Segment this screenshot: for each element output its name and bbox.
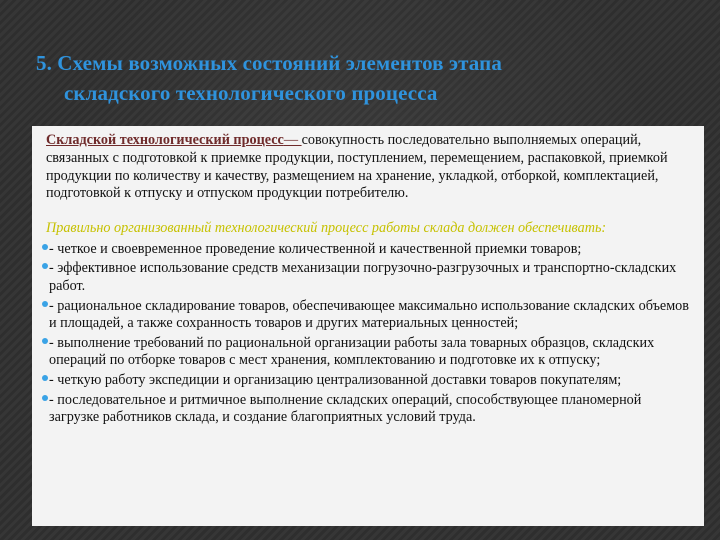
definition-text: совокупность последовательно выполняемых операций, связанных с подготовкой к приемке продукции, поступлением, перемещением, распаковкой, приемкой продукции по количеству и качеству, размещением на хранение, укладкой, отборкой, комплектацией, подготовкой к отпуску и отпуском продукции потребителю.	[46, 132, 668, 202]
definition-term: Складской технологический процесс	[46, 132, 284, 148]
requirement-item	[46, 372, 692, 390]
bullet-icon	[42, 338, 48, 344]
content-panel	[32, 126, 704, 526]
requirements-list	[46, 241, 692, 427]
requirement-text: - четкую работу экспедиции и организацию централизованной доставки товаров покупателям;	[49, 371, 622, 388]
requirement-item	[46, 241, 692, 259]
requirement-item	[46, 298, 692, 333]
requirement-text: - последовательное и ритмичное выполнение складских операций, способствующее планомерной загрузке работников склада, и создание благоприятных условий труда.	[49, 391, 642, 426]
slide-title-line-2: складского технологического процесса	[64, 81, 438, 106]
requirement-text: - эффективное использование средств механизации погрузочно-разгрузочных и транспортно-складских работ.	[49, 260, 677, 294]
bullet-icon	[42, 244, 48, 250]
definition-paragraph	[46, 132, 692, 203]
slide-title-line-1: 5. Схемы возможных состояний элементов этапа	[36, 51, 502, 76]
requirements-intro: Правильно организованный технологический процесс работы склада должен обеспечивать:	[46, 220, 607, 237]
bullet-icon	[42, 395, 48, 401]
requirement-item	[46, 335, 692, 370]
bullet-icon	[42, 301, 48, 307]
requirement-text: - рациональное складирование товаров, обеспечивающее максимально использование складских объемов и площадей, а также сохранность товаров и других материальных ценностей;	[49, 297, 689, 332]
requirement-text: - четкое и своевременное проведение количественной и качественной приемки товаров;	[49, 240, 582, 257]
slide-title	[36, 48, 676, 108]
bullet-icon	[42, 263, 48, 269]
requirement-text: - выполнение требований по рациональной организации работы зала товарных образцов, складских операций по отборке товаров с мест хранения, комплектованию и подготовке их к отпуску;	[49, 334, 655, 369]
requirement-item	[46, 392, 692, 427]
bullet-icon	[42, 375, 48, 381]
requirement-item	[46, 260, 692, 295]
definition-dash: —	[283, 132, 302, 148]
